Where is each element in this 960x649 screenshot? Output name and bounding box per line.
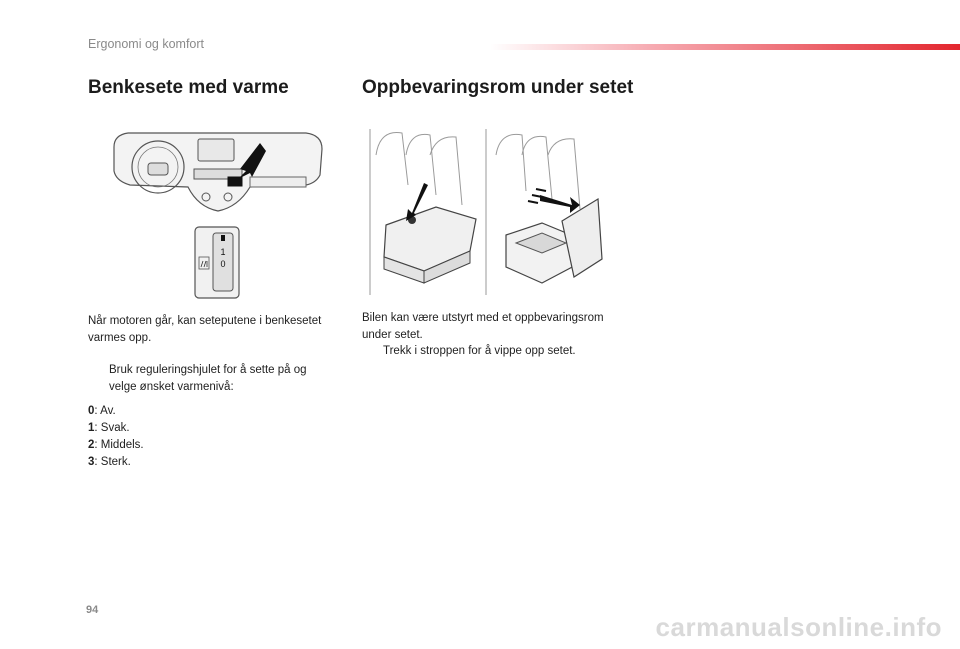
section-header: Ergonomi og komfort [88,37,205,51]
storage-instruction-text: Trekk i stroppen for å vippe opp setet. [383,345,576,357]
page-number: 94 [86,604,99,616]
dashboard-illustration [110,127,325,217]
heat-dial-illustration [193,225,241,300]
heat-level-item: 2: Middels. [88,439,144,451]
storage-intro: Bilen kan være utstyrt med et oppbevaringsrom under setet. [362,312,604,341]
heat-levels-list [88,403,144,471]
header-accent-bar [490,44,960,50]
dial-label-1: 1 [220,247,226,257]
under-seat-storage-title: Oppbevaringsrom under setet [362,77,634,98]
right-arrow-icon [540,195,580,213]
heat-level-item: 0: Av. [88,405,116,417]
heated-bench-instruction-text: Bruk reguleringshjulet for å sette på og velge ønsket varmenivå: [109,364,307,393]
heat-level-item: 1: Svak. [88,422,130,434]
dial-label-0: 0 [220,259,226,269]
heat-level-item: 3: Sterk. [88,456,131,468]
storage-instruction [362,343,632,360]
heated-bench-title: Benkesete med varme [88,77,289,98]
under-seat-storage-illustration [366,125,618,297]
watermark: carmanualsonline.info [655,612,942,642]
heated-bench-intro: Når motoren går, kan seteputene i benkesetet varmes opp. [88,315,322,344]
heated-bench-instruction [88,362,333,396]
